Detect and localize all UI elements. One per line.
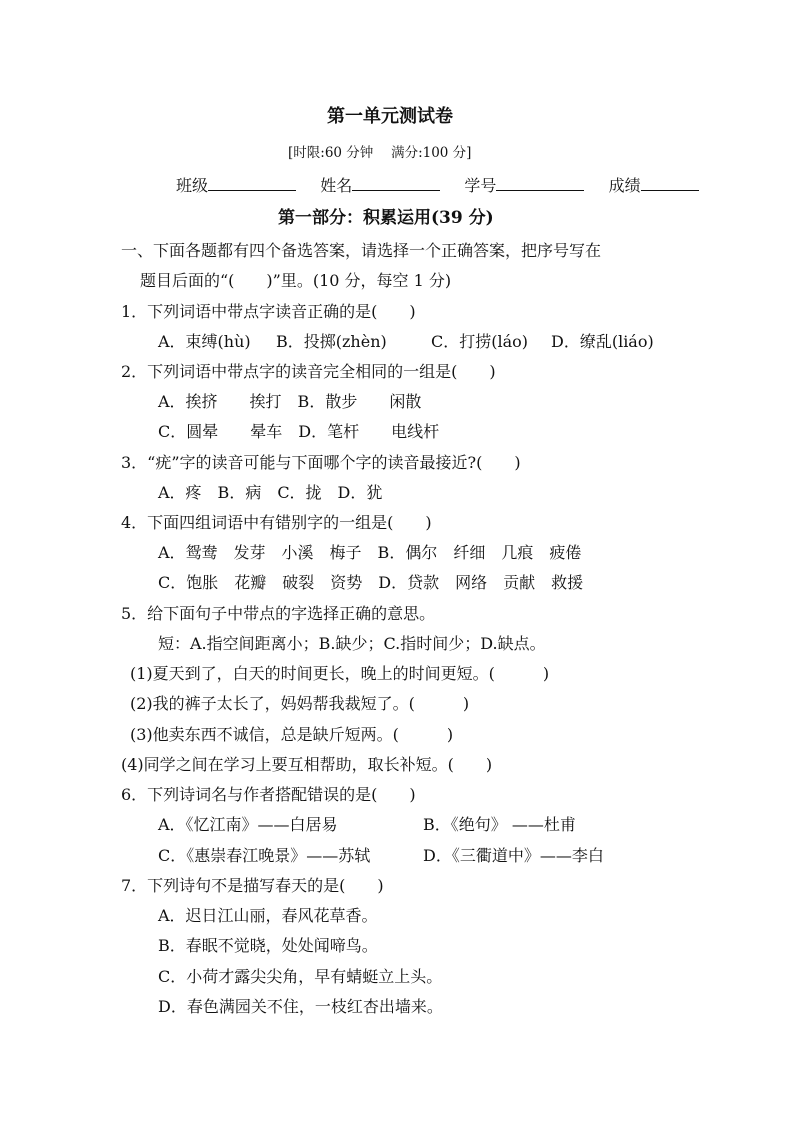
q5-definitions: 短：A.指空间距离小；B.缺少；C.指时间少；D.缺点。	[158, 634, 546, 653]
q4-options-row2: C．饱胀 花瓣 破裂 资势 D．贷款 网络 贡献 救援	[158, 573, 584, 592]
q7-option-a: A．迟日江山丽，春风花草香。	[158, 906, 378, 925]
q6-option-d: D．《三衢道中》——李白	[423, 846, 604, 865]
q6-option-a: A．《忆江南》——白居易	[158, 815, 338, 834]
q5-sentence-3: (3)他卖东西不诚信，总是缺斤短两。( )	[130, 725, 454, 744]
q1-option-a: A．束缚(hù)	[158, 332, 251, 351]
section1-instruction-line2: 题目后面的“( )”里。(10 分，每空 1 分)	[140, 271, 452, 290]
section1-instruction-line1: 一、下面各题都有四个备选答案，请选择一个正确答案，把序号写在	[121, 241, 602, 260]
q1-option-b: B．投掷(zhèn)	[276, 332, 387, 351]
q5-sentence-1: (1)夏天到了，白天的时间更长，晚上的时间更短。( )	[130, 664, 550, 683]
class-label: 班级	[176, 176, 209, 195]
q7-stem: 7．下列诗句不是描写春天的是( )	[121, 876, 384, 895]
class-blank[interactable]	[208, 174, 296, 191]
score-label: 成绩	[608, 176, 641, 195]
score-blank[interactable]	[641, 174, 699, 191]
q4-options-row1: A．鸳鸯 发芽 小溪 梅子 B．偶尔 纤细 几痕 疲倦	[158, 543, 582, 562]
q7-option-b: B．春眠不觉晓，处处闻啼鸟。	[158, 936, 378, 955]
exam-limits: [时限:60 分钟 满分:100 分]	[288, 145, 472, 161]
q5-stem: 5．给下面句子中带点的字选择正确的意思。	[121, 604, 436, 623]
student-id-label: 学号	[464, 176, 497, 195]
q2-stem: 2．下列词语中带点字的读音完全相同的一组是( )	[121, 362, 496, 381]
student-id-blank[interactable]	[496, 174, 584, 191]
student-info-row	[176, 174, 699, 197]
q3-stem: 3．“疣”字的读音可能与下面哪个字的读音最接近?( )	[121, 453, 521, 472]
q1-option-d: D．缭乱(liáo)	[551, 332, 654, 351]
q6-stem: 6．下列诗词名与作者搭配错误的是( )	[121, 785, 416, 804]
name-blank[interactable]	[352, 174, 440, 191]
q6-option-b: B．《绝句》 ——杜甫	[423, 815, 576, 834]
part1-title: 第一部分：积累运用(39 分)	[278, 208, 494, 228]
q3-options: A．疼 B．病 C．拢 D．犹	[158, 483, 383, 502]
q5-sentence-4: (4)同学之间在学习上要互相帮助，取长补短。( )	[121, 755, 493, 774]
page-title: 第一单元测试卷	[327, 106, 453, 127]
q1-option-c: C．打捞(láo)	[431, 332, 529, 351]
q7-option-c: C．小荷才露尖尖角，早有蜻蜓立上头。	[158, 967, 443, 986]
name-label: 姓名	[320, 176, 353, 195]
q6-option-c: C．《惠崇春江晚景》——苏轼	[158, 846, 371, 865]
q2-options-row1: A．挨挤 挨打 B．散步 闲散	[158, 392, 422, 411]
q1-stem: 1．下列词语中带点字读音正确的是( )	[121, 302, 416, 321]
q5-sentence-2: (2)我的裤子太长了，妈妈帮我裁短了。( )	[130, 694, 470, 713]
q2-options-row2: C．圆晕 晕车 D．笔杆 电线杆	[158, 422, 440, 441]
q4-stem: 4．下面四组词语中有错别字的一组是( )	[121, 513, 432, 532]
q7-option-d: D．春色满园关不住，一枝红杏出墙来。	[158, 997, 443, 1016]
